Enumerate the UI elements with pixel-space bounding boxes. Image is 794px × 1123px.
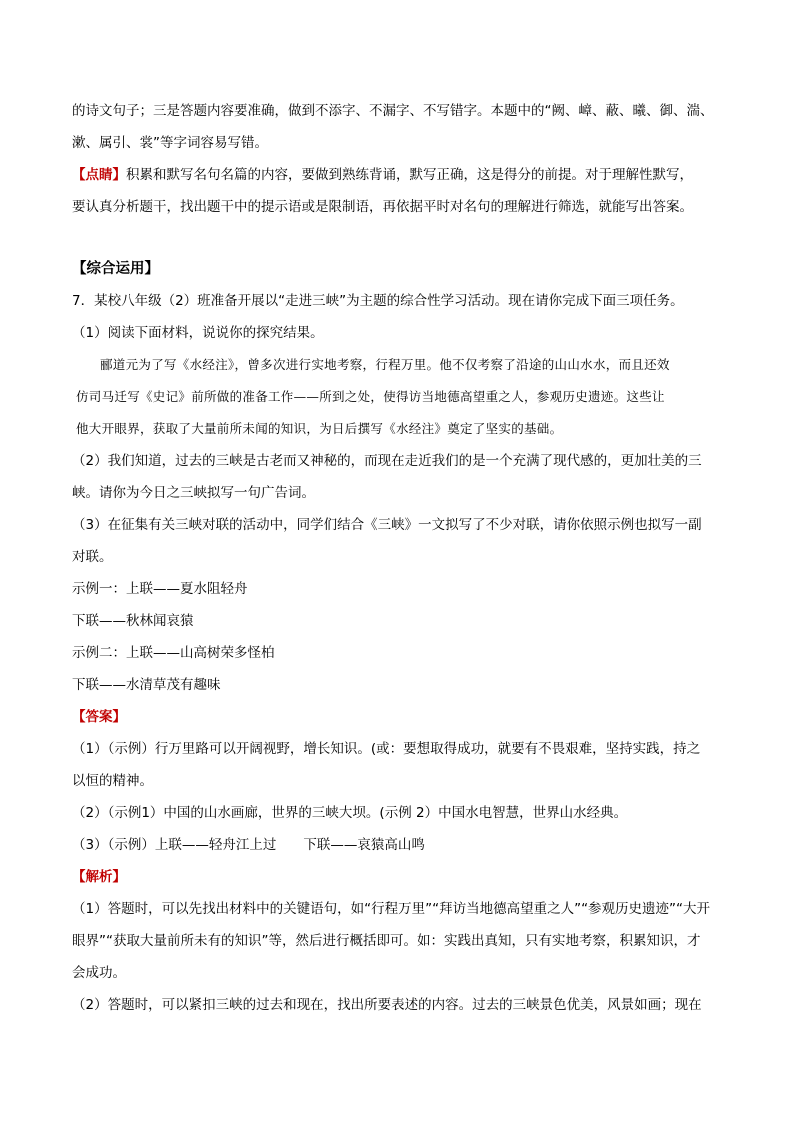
analysis-line: （2）答题时，可以紧扣三峡的过去和现在，找出所要表述的内容。过去的三峡景色优美，风景如画；现在 [72, 997, 702, 1013]
example-line: 下联——水清草茂有趣味 [72, 677, 221, 693]
material-line: 他大开眼界，获取了大量前所未闻的知识，为日后撰写《水经注》奠定了坚实的基础。 [76, 421, 563, 436]
task-3: （3）在征集有关三峡对联的活动中，同学们结合《三峡》一文拟写了不少对联，请你依照示例也拟写一副 [72, 517, 702, 533]
example-line: 示例二：上联——山高树荣多怪柏 [72, 645, 275, 661]
text-line: 积累和默写名句名篇的内容，要做到熟练背诵，默写正确，这是得分的前提。对于理解性默写， [126, 167, 693, 183]
text-line: 对联。 [72, 549, 113, 565]
analysis-label: 【解析】 [72, 869, 126, 885]
analysis-line: 会成功。 [72, 965, 126, 981]
task-1: （1）阅读下面材料，说说你的探究结果。 [72, 325, 324, 341]
text-line: 漱、属引、裳”等字词容易写错。 [72, 135, 268, 151]
answer-line: 以恒的精神。 [72, 773, 153, 789]
answer-line: （1）（示例）行万里路可以开阔视野，增长知识。(或：要想取得成功，就要有不畏艰难，坚持实践，持之 [72, 741, 701, 757]
material-line: 郦道元为了写《水经注》，曾多次进行实地考察，行程万里。他不仅考察了沿途的山山水水，而且还效 [100, 357, 670, 372]
section-title: 【综合运用】 [72, 261, 159, 277]
material-line: 仿司马迁写《史记》前所做的准备工作——所到之处，使得访当地德高望重之人，参观历史遗迹。这些让 [76, 389, 665, 404]
text-line: 的诗文句子；三是答题内容要准确，做到不添字、不漏字、不写错字。本题中的“阙、嶂、蔽、曦、御、湍、 [72, 103, 714, 119]
tip-paragraph [72, 165, 722, 185]
analysis-line: （1）答题时，可以先找出材料中的关键语句，如“行程万里”“拜访当地德高望重之人”“参观历史遗迹”“大开 [72, 901, 711, 917]
analysis-line: 眼界”“获取大量前所未有的知识”等，然后进行概括即可。如：实践出真知，只有实地考察，积累知识，才 [72, 933, 701, 949]
text-line: 峡。请你为今日之三峡拟写一句广告词。 [72, 485, 315, 501]
answer-label: 【答案】 [72, 709, 126, 725]
example-line: 示例一：上联——夏水阻轻舟 [72, 581, 248, 597]
text-line: 要认真分析题干，找出题干中的提示语或是限制语，再依据平时对名句的理解进行筛选，就能写出答案。 [72, 199, 693, 215]
answer-line: （3）（示例）上联——轻舟江上过 下联——哀猿高山鸣 [72, 837, 425, 853]
answer-line: （2）（示例1）中国的山水画廊，世界的三峡大坝。(示例 2）中国水电智慧，世界山水经典。 [72, 805, 628, 821]
tip-label: 【点睛】 [72, 167, 126, 183]
question-stem: 7．某校八年级（2）班准备开展以“走进三峡”为主题的综合性学习活动。现在请你完成下面三项任务。 [72, 293, 684, 309]
example-line: 下联——秋林闻哀猿 [72, 613, 194, 629]
task-2: （2）我们知道，过去的三峡是古老而又神秘的，而现在走近我们的是一个充满了现代感的，更加壮美的三 [72, 453, 702, 469]
